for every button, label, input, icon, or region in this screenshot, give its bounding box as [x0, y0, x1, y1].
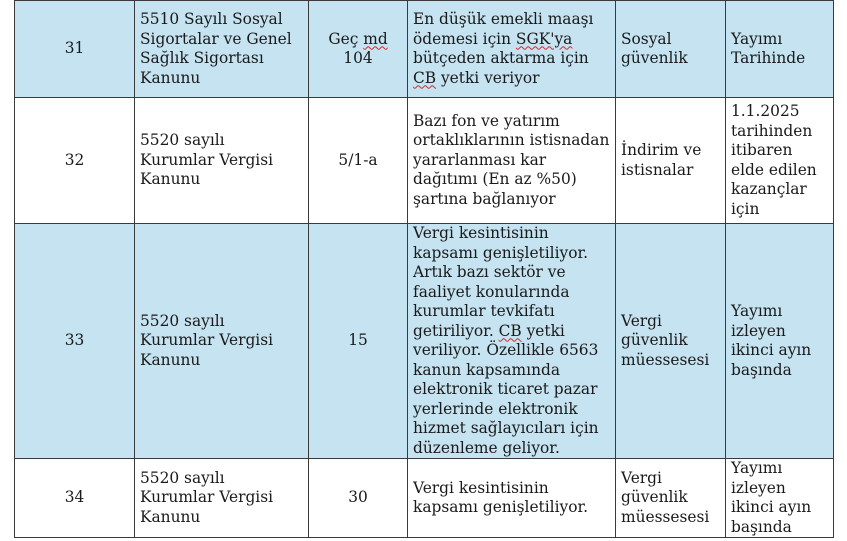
- law-changes-table: [14, 0, 834, 538]
- effective-date: Yayımı Tarihinde: [726, 1, 834, 98]
- change-description: Bazı fon ve yatırım ortaklıklarının istisnadan yararlanması kar dağıtımı (En az %50) şartına bağlanıyor: [408, 98, 616, 224]
- law-name: 5520 sayılı Kurumlar Vergisi Kanunu: [135, 98, 309, 224]
- spellcheck-marked-word: md: [363, 29, 388, 48]
- article-ref: 30: [309, 459, 408, 538]
- spellcheck-marked-word: CB: [413, 68, 437, 87]
- table-row: [15, 224, 834, 459]
- category: İndirim ve istisnalar: [616, 98, 726, 224]
- category: Vergi güvenlik müessesesi: [616, 224, 726, 459]
- description-text: Vergi kesintisinin kapsamı genişletiliyor. Artık bazı sektör ve faaliyet konularında kurumlar tevkifatı getiriliyor.: [413, 224, 589, 340]
- row-number: 33: [15, 224, 135, 459]
- description-text: yetki veriyor: [436, 68, 540, 87]
- article-text: 104: [343, 49, 373, 67]
- row-number: 32: [15, 98, 135, 224]
- article-ref: [309, 1, 408, 98]
- effective-date: Yayımı izleyen ikinci ayın başında: [726, 224, 834, 459]
- change-description: [408, 224, 616, 459]
- category: Sosyal güvenlik: [616, 1, 726, 98]
- description-text: yetki veriliyor. Özellikle 6563 kanun kapsamında elektronik ticaret pazar yerlerinde elektronik hizmet sağlayıcıları için düzenleme geliyor.: [413, 321, 599, 457]
- effective-date: Yayımı izleyen ikinci ayın başında: [726, 459, 834, 538]
- description-text: En düşük emekli maaşı ödemesi için: [413, 10, 594, 48]
- change-description: Vergi kesintisinin kapsamı genişletiliyor.: [408, 459, 616, 538]
- description-text: bütçeden aktarma için: [413, 49, 589, 67]
- law-name: 5520 sayılı Kurumlar Vergisi Kanunu: [135, 224, 309, 459]
- table-row: [15, 459, 834, 538]
- spellcheck-marked-word: CB: [498, 321, 522, 340]
- row-number: 31: [15, 1, 135, 98]
- table-row: [15, 98, 834, 224]
- law-name: 5520 sayılı Kurumlar Vergisi Kanunu: [135, 459, 309, 538]
- article-ref: 15: [309, 224, 408, 459]
- article-ref: 5/1-a: [309, 98, 408, 224]
- effective-date: 1.1.2025 tarihinden itibaren elde edilen kazançlar için: [726, 98, 834, 224]
- article-text: Geç: [328, 29, 364, 48]
- row-number: 34: [15, 459, 135, 538]
- table-row: [15, 1, 834, 98]
- change-description: [408, 1, 616, 98]
- spellcheck-marked-word: SGK'ya: [515, 29, 573, 48]
- law-name: 5510 Sayılı Sosyal Sigortalar ve Genel Sağlık Sigortası Kanunu: [135, 1, 309, 98]
- category: Vergi güvenlik müessesesi: [616, 459, 726, 538]
